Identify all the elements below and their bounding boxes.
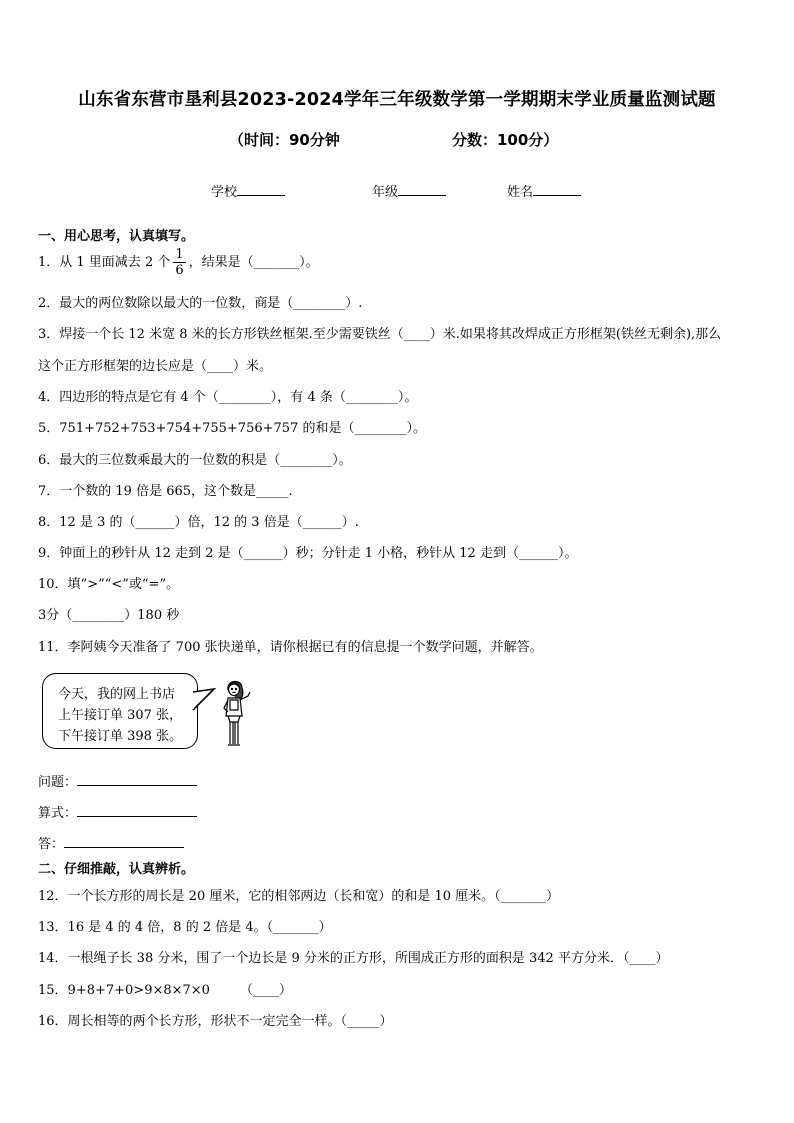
grade-label: 年级 — [372, 185, 399, 200]
section1-heading: 一、用心思考，认真填写。 — [38, 229, 195, 244]
question-label: 问题： — [38, 775, 78, 790]
question-5: 5．751+752+753+754+755+756+757 的和是（________）。 — [38, 421, 426, 436]
q1-text-after: ，结果是（_______）。 — [188, 255, 319, 270]
woman-illustration-icon — [218, 678, 254, 748]
grade-blank[interactable] — [398, 183, 446, 196]
q1-text: 1．从 1 里面减去 2 个 — [38, 255, 171, 270]
final-answer-line[interactable] — [64, 834, 184, 848]
question-13: 13．16 是 4 的 4 倍，8 的 2 倍是 4。（_______） — [38, 920, 332, 935]
name-label: 姓名 — [507, 185, 534, 200]
question-3-line1: 3．焊接一个长 12 米宽 8 米的长方形铁丝框架.至少需要铁丝（____）米.如果将其改焊成正方形框架(铁丝无剩余),那么 — [38, 327, 722, 342]
page-title: 山东省东营市垦利县2023-2024学年三年级数学第一学期期末学业质量监测试题 — [78, 90, 716, 110]
answer-label: 答： — [38, 837, 65, 852]
question-16: 16．周长相等的两个长方形，形状不一定完全一样。（_____） — [38, 1014, 393, 1029]
question-15 — [38, 979, 292, 998]
school-blank[interactable] — [237, 183, 285, 196]
formula-label: 算式： — [38, 806, 78, 821]
name-field — [507, 181, 581, 200]
question-6: 6．最大的三位数乘最大的一位数的积是（________）。 — [38, 453, 352, 468]
exam-time: （时间：90分钟 — [229, 131, 340, 149]
answer-question-row — [38, 771, 197, 790]
question-4: 4．四边形的特点是它有 4 个（________），有 4 条（________）。 — [38, 390, 418, 405]
speech-bubble-tail — [192, 688, 216, 718]
question-7: 7．一个数的 19 倍是 665，这个数是_____. — [38, 484, 293, 499]
question-8: 8．12 是 3 的（______）倍，12 的 3 倍是（______）. — [38, 515, 359, 530]
question-1 — [38, 248, 319, 277]
grade-field — [372, 181, 446, 200]
question-10-item: 3分（________）180 秒 — [38, 608, 180, 623]
answer-formula-row — [38, 802, 197, 821]
formula-answer-line[interactable] — [77, 803, 197, 817]
question-answer-line[interactable] — [77, 772, 197, 786]
bubble-line-3: 下午接订单 398 张。 — [58, 729, 183, 744]
bubble-line-1: 今天，我的网上书店 — [58, 687, 176, 702]
fraction-one-sixth: $\frac{1}{6}$ — [175, 247, 184, 278]
answer-final-row — [38, 833, 184, 852]
question-2: 2．最大的两位数除以最大的一位数，商是（________）. — [38, 296, 363, 311]
question-3-line2: 这个正方形框架的边长应是（____）米。 — [38, 359, 273, 374]
question-10: 10．填“>”“<”或“=”。 — [38, 577, 180, 592]
bubble-line-2: 上午接订单 307 张， — [58, 708, 183, 723]
question-11: 11．李阿姨今天准备了 700 张快递单，请你根据已有的信息提一个数学问题，并解答。 — [38, 640, 543, 655]
section2-heading: 二、仔细推敲，认真辨析。 — [38, 862, 195, 877]
exam-score: 分数：100分） — [452, 131, 559, 149]
school-label: 学校 — [211, 185, 238, 200]
name-blank[interactable] — [533, 183, 581, 196]
question-9: 9．钟面上的秒针从 12 走到 2 是（______）秒；分针走 1 小格，秒针从 12 走到（______）。 — [38, 546, 578, 561]
q15-expression: 15．9+8+7+0>9×8×7×0 — [38, 983, 210, 998]
school-field — [211, 181, 285, 200]
question-12: 12．一个长方形的周长是 20 厘米，它的相邻两边（长和宽）的和是 10 厘米。（_______） — [38, 889, 560, 904]
q15-blank[interactable]: （____） — [239, 983, 292, 998]
question-14: 14．一根绳子长 38 分米，围了一个边长是 9 分米的正方形，所围成正方形的面积是 342 平方分米．（____） — [38, 951, 669, 966]
